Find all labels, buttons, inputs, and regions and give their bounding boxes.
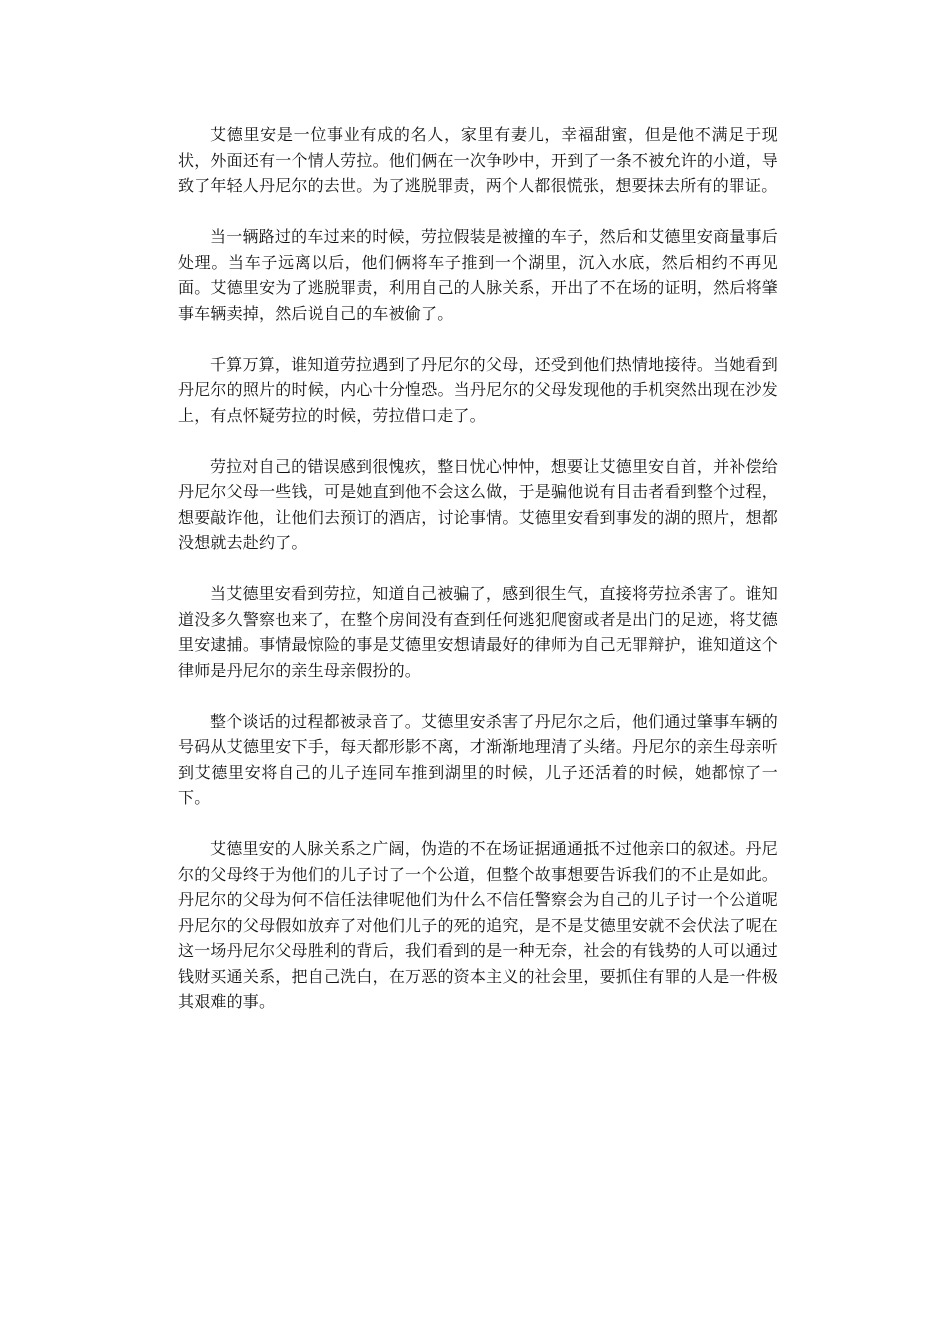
paragraph-5: 当艾德里安看到劳拉，知道自己被骗了，感到很生气，直接将劳拉杀害了。谁知道没多久警察也来了，在整个房间没有查到任何逃犯爬窗或者是出门的足迹，将艾德里安逮捕。事情最惊险的事是艾德里安想请最好的律师为自己无罪辩护，谁知道这个律师是丹尼尔的亲生母亲假扮的。 xyxy=(178,584,778,680)
document-body xyxy=(178,122,778,1040)
paragraph-1: 艾德里安是一位事业有成的名人，家里有妻儿，幸福甜蜜，但是他不满足于现状，外面还有一个情人劳拉。他们俩在一次争吵中，开到了一条不被允许的小道，导致了年轻人丹尼尔的去世。为了逃脱罪责，两个人都很慌张，想要抹去所有的罪证。 xyxy=(178,125,778,195)
paragraph-2: 当一辆路过的车过来的时候，劳拉假装是被撞的车子，然后和艾德里安商量事后处理。当车子远离以后，他们俩将车子推到一个湖里，沉入水底，然后相约不再见面。艾德里安为了逃脱罪责，利用自己的人脉关系，开出了不在场的证明，然后将肇事车辆卖掉，然后说自己的车被偷了。 xyxy=(178,227,778,323)
paragraph-7: 艾德里安的人脉关系之广阔，伪造的不在场证据通通抵不过他亲口的叙述。丹尼尔的父母终于为他们的儿子讨了一个公道，但整个故事想要告诉我们的不止是如此。丹尼尔的父母为何不信任法律呢他们为什么不信任警察会为自己的儿子讨一个公道呢丹尼尔的父母假如放弃了对他们儿子的死的追究，是不是艾德里安就不会伏法了呢在这一场丹尼尔父母胜利的背后，我们看到的是一种无奈，社会的有钱势的人可以通过钱财买通关系，把自己洗白，在万恶的资本主义的社会里，要抓住有罪的人是一件极其艰难的事。 xyxy=(178,839,778,1011)
paragraph-3: 千算万算，谁知道劳拉遇到了丹尼尔的父母，还受到他们热情地接待。当她看到丹尼尔的照片的时候，内心十分惶恐。当丹尼尔的父母发现他的手机突然出现在沙发上，有点怀疑劳拉的时候，劳拉借口走了。 xyxy=(178,354,778,425)
paragraph-4: 劳拉对自己的错误感到很愧疚，整日忧心忡忡，想要让艾德里安自首，并补偿给丹尼尔父母一些钱，可是她直到他不会这么做，于是骗他说有目击者看到整个过程，想要敲诈他，让他们去预订的酒店，讨论事情。艾德里安看到事发的湖的照片，想都没想就去赴约了。 xyxy=(178,456,778,552)
paragraph-6: 整个谈话的过程都被录音了。艾德里安杀害了丹尼尔之后，他们通过肇事车辆的号码从艾德里安下手，每天都形影不离，才渐渐地理清了头绪。丹尼尔的亲生母亲听到艾德里安将自己的儿子连同车推到湖里的时候，儿子还活着的时候，她都惊了一下。 xyxy=(178,711,778,807)
